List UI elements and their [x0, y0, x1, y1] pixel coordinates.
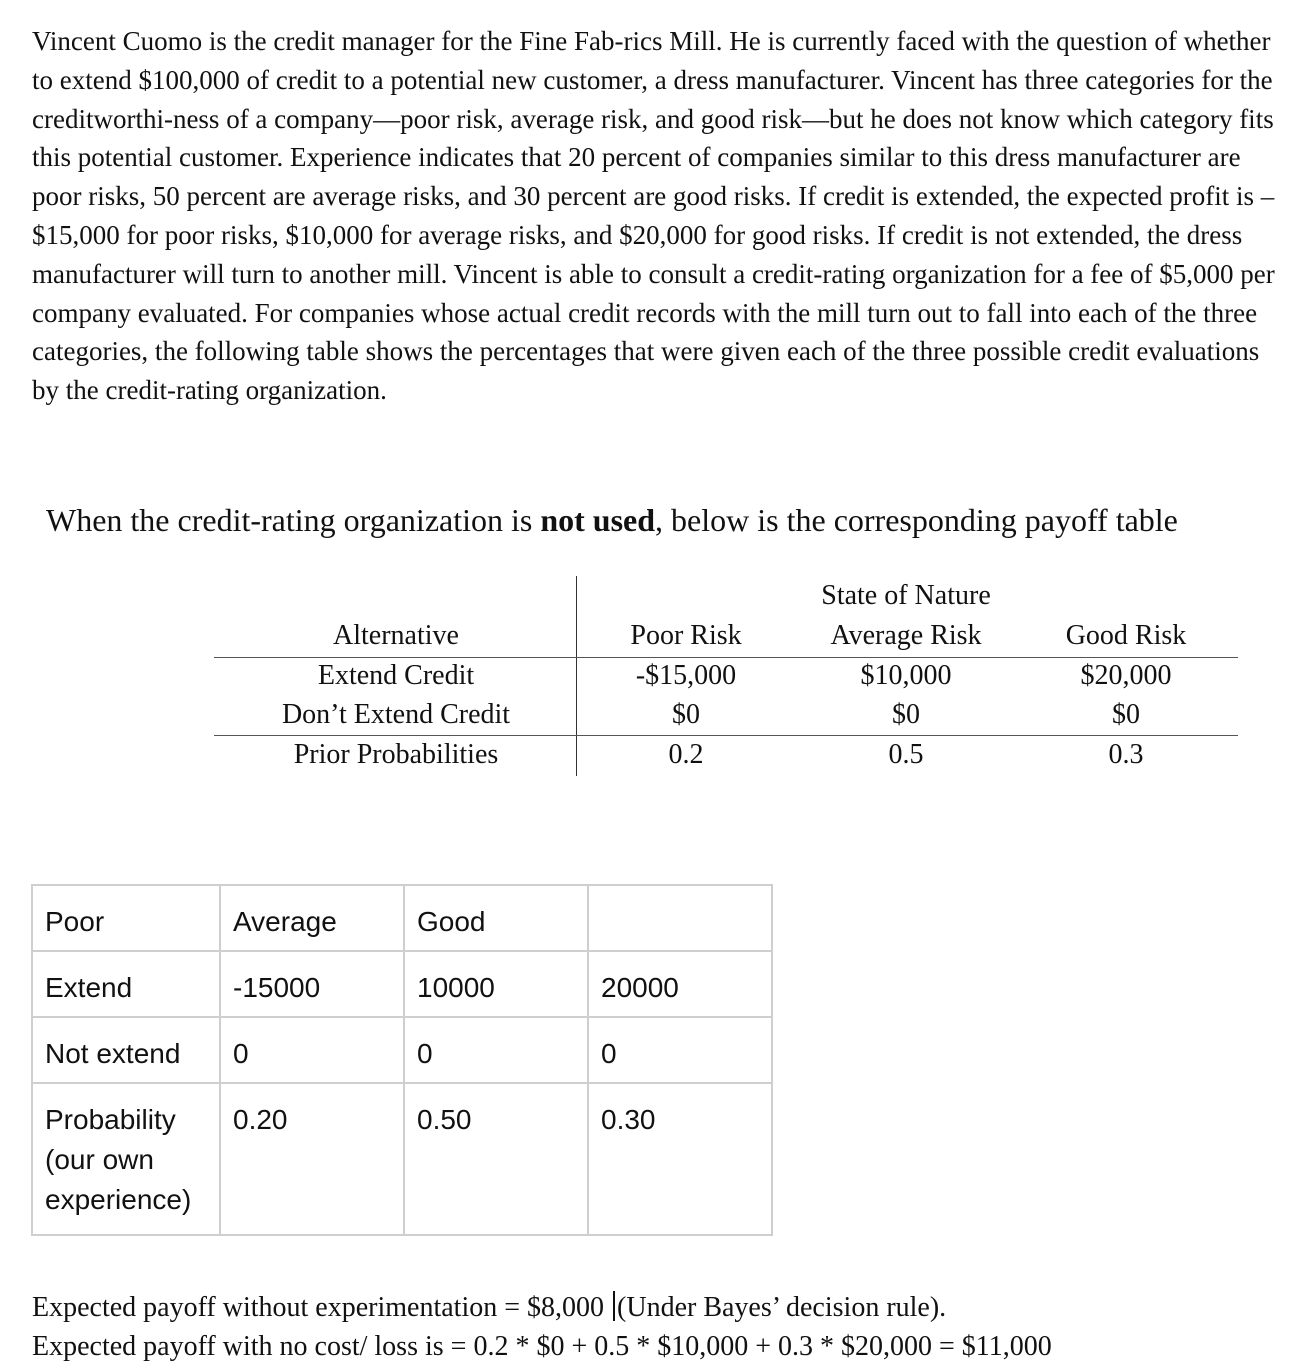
payoff-cell: $10,000	[860, 660, 952, 691]
expected-payoff-without-experimentation	[32, 1288, 1282, 1327]
payoff-table-header-rule	[214, 657, 1238, 658]
table-cell: Poor	[32, 885, 220, 951]
table-row	[32, 1017, 772, 1083]
column-header-poor-risk: Poor Risk	[630, 620, 742, 651]
heading-text-before: When the credit-rating organization is	[46, 502, 541, 538]
payoff-cell: $0	[672, 699, 700, 730]
column-header-average-risk: Average Risk	[830, 620, 982, 651]
prior-probability-cell: 0.2	[668, 739, 704, 770]
table-cell	[588, 885, 772, 951]
state-of-nature-label: State of Nature	[821, 580, 991, 611]
payoff-table-prior-rule	[214, 735, 1238, 736]
table-cell: Average	[220, 885, 404, 951]
alternative-header: Alternative	[333, 620, 459, 651]
table-cell: 0.50	[404, 1083, 588, 1235]
row-label-extend-credit: Extend Credit	[317, 660, 475, 691]
table-cell: Probability (our own experience)	[32, 1083, 220, 1235]
problem-paragraph: Vincent Cuomo is the credit manager for the Fine Fab-rics Mill. He is currently faced with the question of whether to extend $100,000 of credit to a potential new customer, a dress manufacturer. Vincent has three categories for the creditworthi-ness of a company—poor risk, average risk, and good risk—but he does not know which category fits this potential customer. Experience indicates that 20 percent of companies similar to this dress manufacturer are poor risks, 50 percent are average risks, and 30 percent are good risks. If credit is extended, the expected profit is –$15,000 for poor risks, $10,000 for average risks, and $20,000 for good risks. If credit is not extended, the dress manufacturer will turn to another mill. Vincent is able to consult a credit-rating organization for a fee of $5,000 per company evaluated. For companies whose actual credit records with the mill turn out to fall into each of the three categories, the following table shows the percentages that were given each of the three possible credit evaluations by the credit-rating organization.	[32, 26, 1275, 406]
heading-bold-text: not used	[540, 502, 656, 538]
column-header-good-risk: Good Risk	[1065, 620, 1187, 651]
student-payoff-grid	[31, 884, 773, 1236]
table-cell: 0	[404, 1017, 588, 1083]
row-label-dont-extend-credit: Don’t Extend Credit	[281, 699, 511, 730]
prior-probability-cell: 0.3	[1108, 739, 1144, 770]
table-cell: 10000	[404, 951, 588, 1017]
text-cursor	[613, 1291, 615, 1321]
result-text: (Under Bayes’ decision rule).	[617, 1292, 947, 1323]
table-cell: 0.20	[220, 1083, 404, 1235]
payoff-table-divider	[576, 576, 577, 776]
table-cell: Good	[404, 885, 588, 951]
table-cell: 0	[220, 1017, 404, 1083]
heading-text-after: , below is the corresponding payoff table	[655, 502, 1178, 538]
table-cell: 0.30	[588, 1083, 772, 1235]
table-cell: Not extend	[32, 1017, 220, 1083]
payoff-cell: -$15,000	[635, 660, 737, 691]
row-label-prior-probabilities: Prior Probabilities	[293, 739, 499, 770]
table-row	[32, 1083, 772, 1235]
table-cell: 20000	[588, 951, 772, 1017]
table-row	[32, 885, 772, 951]
expected-payoff-no-cost: Expected payoff with no cost/ loss is = 0.2 * $0 + 0.5 * $10,000 + 0.3 * $20,000 = $11,000	[32, 1331, 1052, 1362]
table-cell: -15000	[220, 951, 404, 1017]
result-text: Expected payoff without experimentation = $8,000	[32, 1292, 612, 1323]
results-block	[32, 1288, 1282, 1366]
prior-probability-cell: 0.5	[888, 739, 924, 770]
table-cell: Extend	[32, 951, 220, 1017]
table-cell: 0	[588, 1017, 772, 1083]
payoff-cell: $20,000	[1080, 660, 1172, 691]
payoff-cell: $0	[892, 699, 920, 730]
payoff-table-heading	[46, 500, 1286, 540]
payoff-cell: $0	[1112, 699, 1140, 730]
table-row	[32, 951, 772, 1017]
